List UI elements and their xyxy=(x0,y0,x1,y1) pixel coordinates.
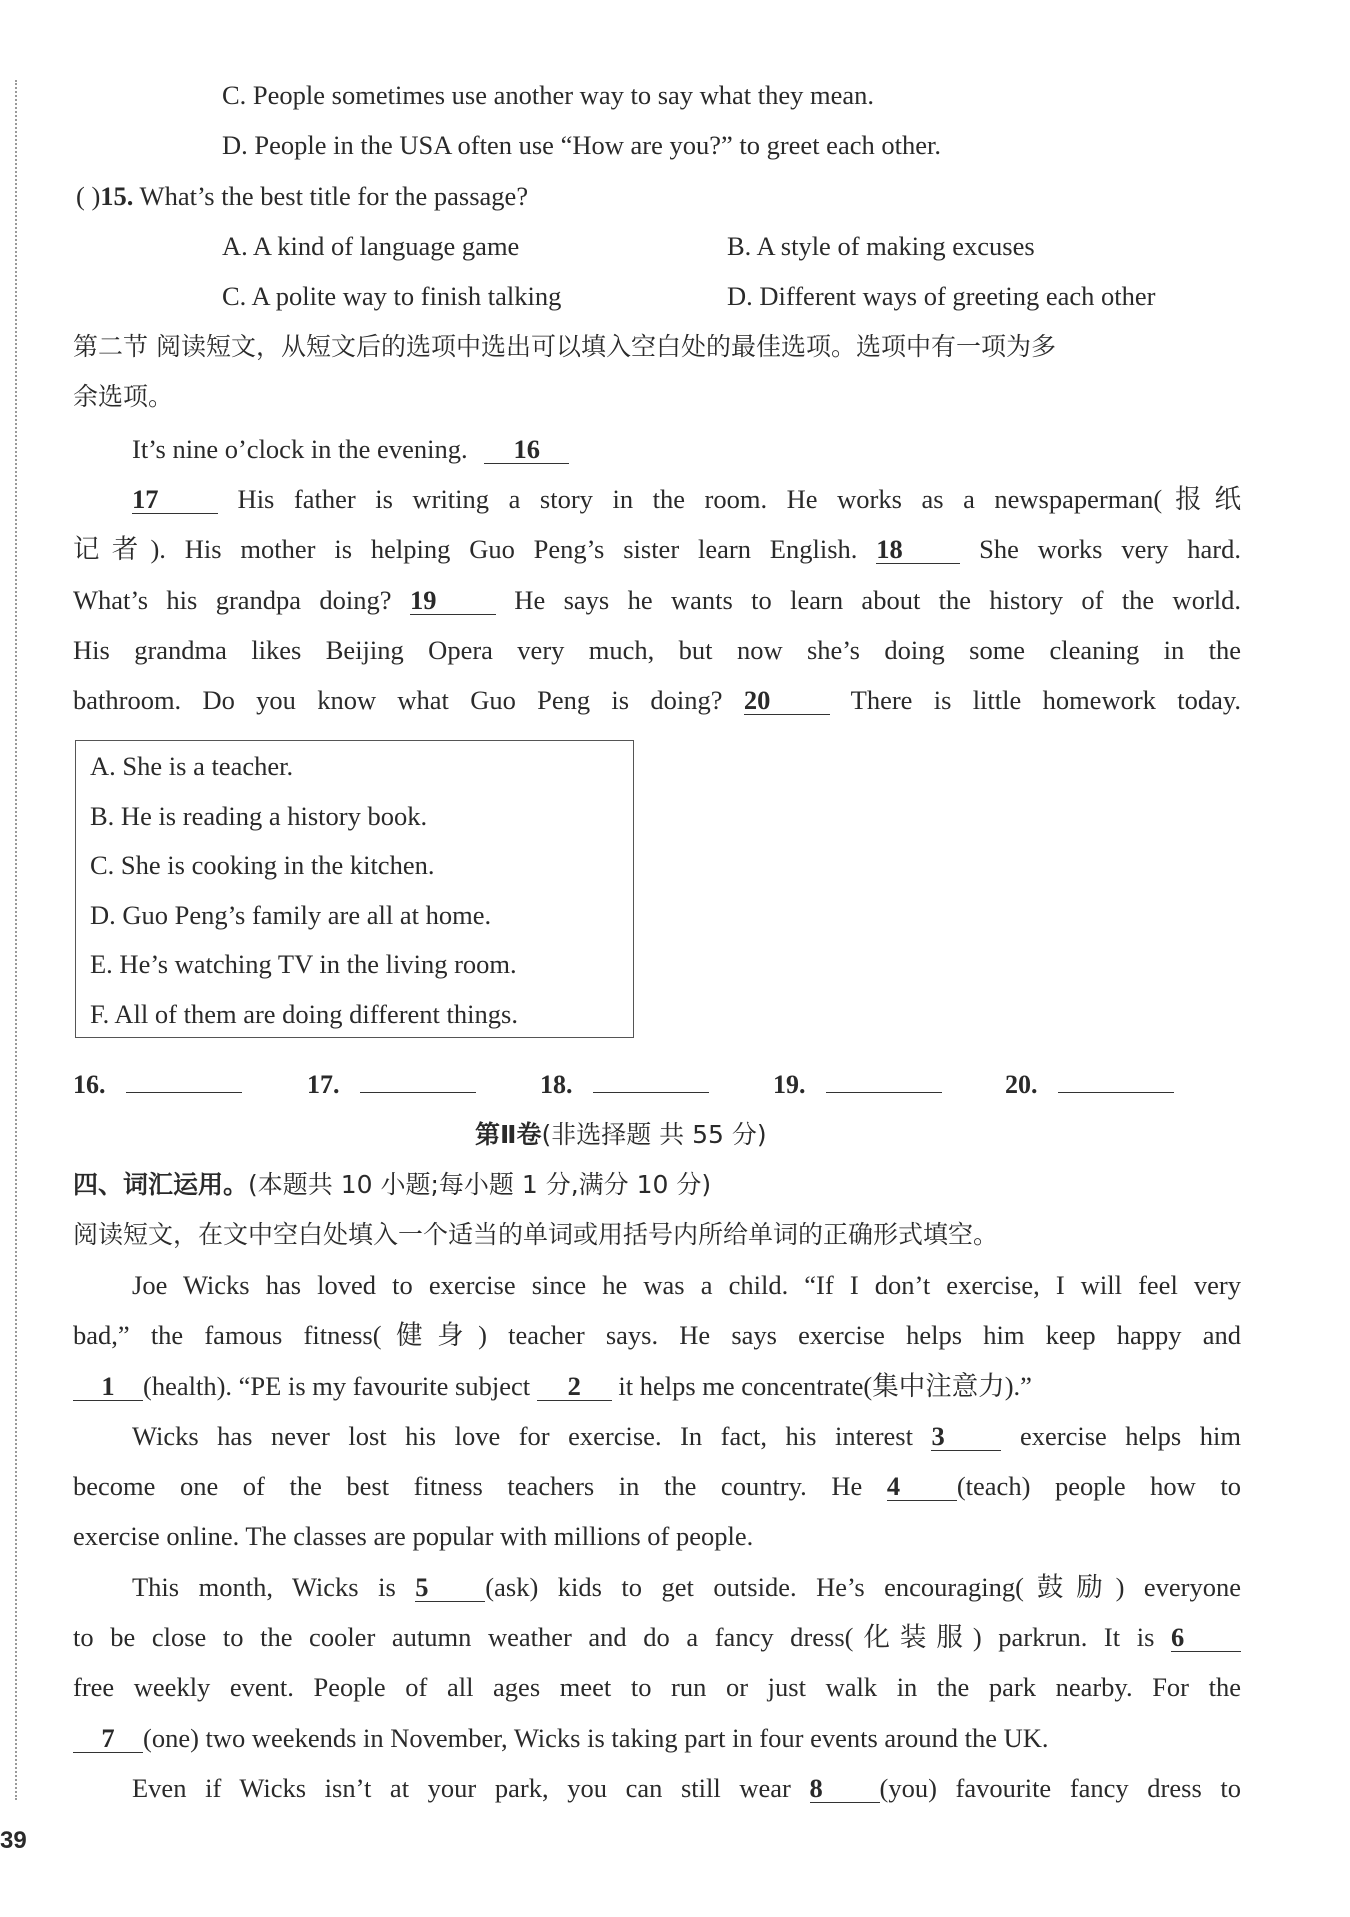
s4-p3-line-3: free weekly event. People of all ages meet to run or just walk in the park nearby. For the xyxy=(73,1672,1241,1702)
s4-p3-line-4: 7 (one) two weekends in November, Wicks is taking part in four events around the UK. xyxy=(73,1721,1049,1755)
blank-1[interactable]: 1 xyxy=(73,1372,143,1401)
answer-19[interactable]: 19. xyxy=(773,1068,942,1102)
s4-p3-line-2: to be close to the cooler autumn weather and do a fancy dress(化装服) parkrun. It is 6 xyxy=(73,1620,1241,1654)
margin-dotted-line xyxy=(15,80,17,1800)
option-e: E. He’s watching TV in the living room. xyxy=(90,949,517,979)
passage-line-1: It’s nine o’clock in the evening. 16 xyxy=(132,432,569,466)
s4-p1-line-2: bad,” the famous fitness(健身) teacher says. He says exercise helps him keep happy and xyxy=(73,1320,1241,1350)
q14-option-d: D. People in the USA often use “How are you?” to greet each other. xyxy=(222,130,941,160)
section2-instruction: 第二节 阅读短文，从短文后的选项中选出可以填入空白处的最佳选项。选项中有一项为多 xyxy=(73,332,1056,361)
s4-p1-line-1: Joe Wicks has loved to exercise since he was a child. “If I don’t exercise, I will feel very xyxy=(132,1270,1241,1300)
s4-p3-line-1: This month, Wicks is 5 (ask) kids to get outside. He’s encouraging(鼓励) everyone xyxy=(132,1572,1241,1602)
answer-18[interactable]: 18. xyxy=(540,1068,709,1102)
option-f: F. All of them are doing different things. xyxy=(90,999,518,1029)
blank-5[interactable]: 5 xyxy=(415,1573,485,1602)
section2-instruction-cont: 余选项。 xyxy=(73,382,174,411)
answer-line[interactable] xyxy=(126,1070,242,1093)
answer-line[interactable] xyxy=(593,1070,709,1093)
part2-title: 第Ⅱ卷(非选择题 共 55 分) xyxy=(475,1120,767,1149)
answer-20[interactable]: 20. xyxy=(1005,1068,1174,1102)
blank-16[interactable]: 16 xyxy=(484,435,569,464)
s4-p2-line-1: Wicks has never lost his love for exercise. In fact, his interest 3 exercise helps him xyxy=(132,1421,1241,1451)
q15-option-b: B. A style of making excuses xyxy=(727,231,1035,261)
blank-4[interactable]: 4 xyxy=(887,1472,957,1501)
blank-2[interactable]: 2 xyxy=(537,1372,612,1401)
blank-18[interactable]: 18 xyxy=(876,535,960,564)
q15-option-a: A. A kind of language game xyxy=(222,231,520,261)
blank-3[interactable]: 3 xyxy=(931,1422,1001,1451)
passage-line-4: What’s his grandpa doing? 19 He says he wants to learn about the history of the world. xyxy=(73,585,1242,615)
page-number: 39 xyxy=(0,1827,27,1854)
s4-p2-line-3: exercise online. The classes are popular with millions of people. xyxy=(73,1521,754,1551)
s4-p2-line-2: become one of the best fitness teachers in the country. He 4 (teach) people how to xyxy=(73,1471,1241,1501)
answer-16[interactable]: 16. xyxy=(73,1068,242,1102)
options-box xyxy=(75,740,634,1038)
option-c: C. She is cooking in the kitchen. xyxy=(90,850,435,880)
option-d: D. Guo Peng’s family are all at home. xyxy=(90,900,492,930)
blank-20[interactable]: 20 xyxy=(744,686,830,715)
s4-p4-line-1: Even if Wicks isn’t at your park, you can still wear 8 (you) favourite fancy dress to xyxy=(132,1773,1241,1803)
q14-option-c: C. People sometimes use another way to say what they mean. xyxy=(222,80,875,110)
answer-line[interactable] xyxy=(1058,1070,1174,1093)
answer-parentheses[interactable]: ( ) xyxy=(76,181,101,211)
q15-stem xyxy=(76,179,528,213)
blank-8[interactable]: 8 xyxy=(810,1774,880,1803)
blank-19[interactable]: 19 xyxy=(410,586,496,615)
answer-17[interactable]: 17. xyxy=(307,1068,476,1102)
passage-line-5: His grandma likes Beijing Opera very much, but now she’s doing some cleaning in the xyxy=(73,635,1241,665)
answer-line[interactable] xyxy=(826,1070,942,1093)
blank-7[interactable]: 7 xyxy=(73,1724,143,1753)
passage-line-6: bathroom. Do you know what Guo Peng is doing? 20 There is little homework today. xyxy=(73,685,1241,715)
section4-heading: 四、词汇运用。(本题共 10 小题;每小题 1 分,满分 10 分) xyxy=(73,1170,712,1199)
section4-instruction: 阅读短文，在文中空白处填入一个适当的单词或用括号内所给单词的正确形式填空。 xyxy=(73,1220,999,1249)
question-text: What’s the best title for the passage? xyxy=(133,181,529,211)
q15-option-d: D. Different ways of greeting each other xyxy=(727,281,1156,311)
option-b: B. He is reading a history book. xyxy=(90,801,428,831)
answer-line[interactable] xyxy=(360,1070,476,1093)
blank-6[interactable]: 6 xyxy=(1171,1623,1241,1652)
option-a: A. She is a teacher. xyxy=(90,751,294,781)
q15-option-c: C. A polite way to finish talking xyxy=(222,281,562,311)
blank-17[interactable]: 17 xyxy=(132,485,218,514)
passage-line-3: 记者). His mother is helping Guo Peng’s sister learn English. 18 She works very hard. xyxy=(73,534,1241,564)
passage-line-2: 17 His father is writing a story in the room. He works as a newspaperman(报纸 xyxy=(132,484,1241,514)
question-number: 15. xyxy=(100,181,134,211)
s4-p1-line-3: 1 (health). “PE is my favourite subject 2 it helps me concentrate(集中注意力).” xyxy=(73,1369,1032,1403)
